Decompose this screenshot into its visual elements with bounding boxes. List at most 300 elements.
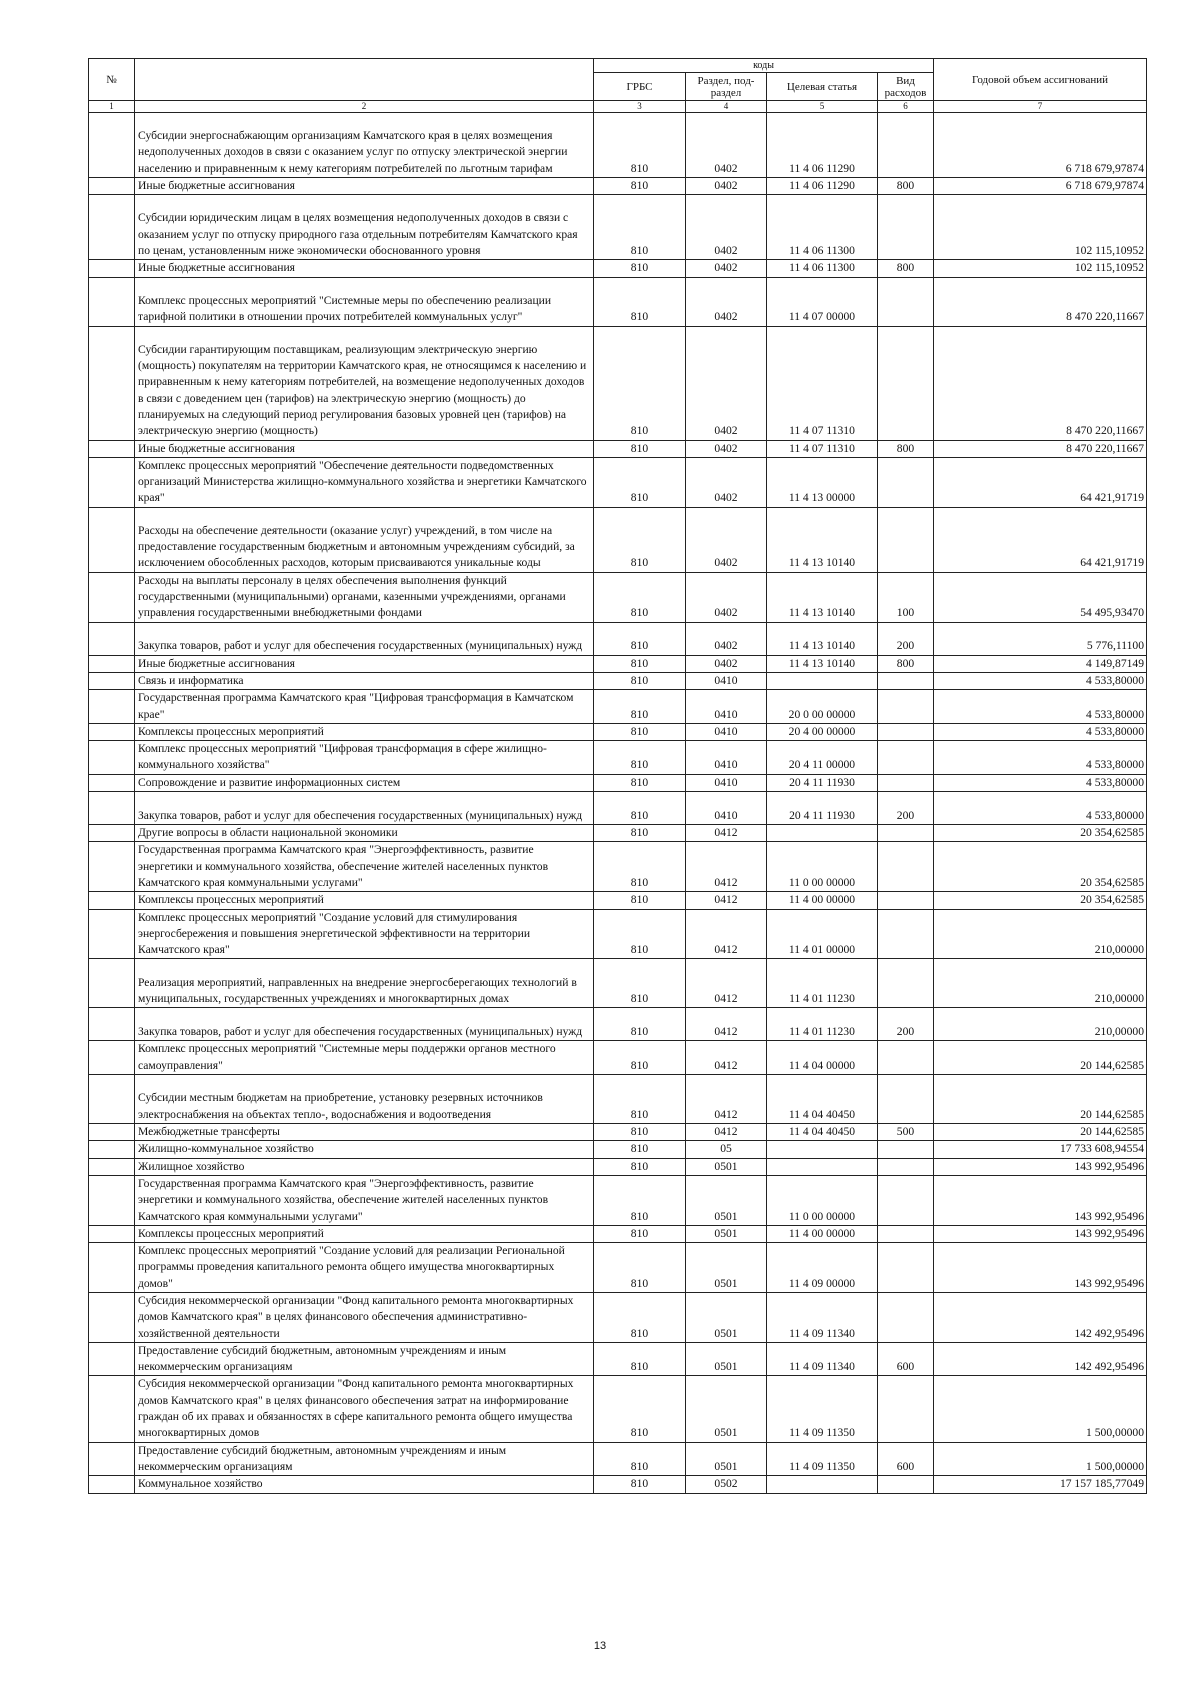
table-row bbox=[89, 1041, 1147, 1075]
name-cell: Субсидии местным бюджетам на приобретение, установку резервных источников электроснабжения на объектах тепло-, водоснабжения и водоотведения bbox=[135, 1075, 594, 1124]
vid-cell bbox=[878, 690, 934, 724]
vid-cell bbox=[878, 892, 934, 909]
tsel-cell: 11 4 01 00000 bbox=[767, 909, 878, 959]
grbs-cell: 810 bbox=[594, 1041, 686, 1075]
num-cell bbox=[89, 909, 135, 959]
table-row bbox=[89, 195, 1147, 260]
sum-cell: 4 533,80000 bbox=[934, 741, 1147, 775]
razdel-cell: 0402 bbox=[686, 507, 767, 572]
sum-cell: 6 718 679,97874 bbox=[934, 113, 1147, 178]
sum-cell: 64 421,91719 bbox=[934, 457, 1147, 507]
budget-table-page bbox=[88, 58, 1146, 1494]
tsel-cell: 11 4 09 11340 bbox=[767, 1342, 878, 1376]
sum-cell: 1 500,00000 bbox=[934, 1376, 1147, 1442]
tsel-cell: 11 4 09 11350 bbox=[767, 1442, 878, 1476]
razdel-cell: 0412 bbox=[686, 842, 767, 892]
sum-cell: 54 495,93470 bbox=[934, 572, 1147, 622]
name-cell: Иные бюджетные ассигнования bbox=[135, 260, 594, 277]
razdel-cell: 0410 bbox=[686, 792, 767, 825]
vid-cell: 200 bbox=[878, 792, 934, 825]
table-row bbox=[89, 774, 1147, 791]
vid-cell bbox=[878, 1376, 934, 1442]
vid-cell bbox=[878, 774, 934, 791]
razdel-cell: 0402 bbox=[686, 277, 767, 326]
table-row bbox=[89, 655, 1147, 672]
num-cell bbox=[89, 1476, 135, 1493]
sum-cell: 20 144,62585 bbox=[934, 1124, 1147, 1141]
razdel-cell: 0402 bbox=[686, 260, 767, 277]
name-cell: Государственная программа Камчатского края "Энергоэффективность, развитие энергетики и коммунального хозяйства, обеспечение жителей населенных пунктов Камчатского края коммунальными услугами" bbox=[135, 842, 594, 892]
num-cell bbox=[89, 672, 135, 689]
vid-cell: 500 bbox=[878, 1124, 934, 1141]
vid-cell bbox=[878, 1175, 934, 1225]
tsel-cell: 11 4 13 10140 bbox=[767, 622, 878, 655]
razdel-cell: 0412 bbox=[686, 1008, 767, 1041]
razdel-cell: 0402 bbox=[686, 195, 767, 260]
colnum: 2 bbox=[135, 101, 594, 113]
vid-cell bbox=[878, 741, 934, 775]
page-number: 13 bbox=[593, 1640, 607, 1652]
grbs-cell: 810 bbox=[594, 1124, 686, 1141]
razdel-cell: 0402 bbox=[686, 113, 767, 178]
razdel-cell: 0501 bbox=[686, 1376, 767, 1442]
grbs-cell: 810 bbox=[594, 178, 686, 195]
sum-cell: 20 354,62585 bbox=[934, 842, 1147, 892]
vid-cell: 800 bbox=[878, 178, 934, 195]
tsel-cell: 11 4 13 00000 bbox=[767, 457, 878, 507]
tsel-cell: 20 4 11 11930 bbox=[767, 792, 878, 825]
table-row bbox=[89, 440, 1147, 457]
tsel-cell: 11 4 01 11230 bbox=[767, 1008, 878, 1041]
col-grbs-header: ГРБС bbox=[594, 73, 686, 101]
razdel-cell: 0402 bbox=[686, 622, 767, 655]
num-cell bbox=[89, 440, 135, 457]
table-row bbox=[89, 1292, 1147, 1342]
colnum: 1 bbox=[89, 101, 135, 113]
name-cell: Иные бюджетные ассигнования bbox=[135, 178, 594, 195]
razdel-cell: 0501 bbox=[686, 1342, 767, 1376]
table-row bbox=[89, 792, 1147, 825]
razdel-cell: 05 bbox=[686, 1141, 767, 1158]
razdel-cell: 0402 bbox=[686, 326, 767, 440]
vid-cell bbox=[878, 113, 934, 178]
name-cell: Предоставление субсидий бюджетным, автономным учреждениям и иным некоммерческим организациям bbox=[135, 1342, 594, 1376]
vid-cell bbox=[878, 672, 934, 689]
sum-cell: 17 157 185,77049 bbox=[934, 1476, 1147, 1493]
razdel-cell: 0402 bbox=[686, 572, 767, 622]
sum-cell: 20 354,62585 bbox=[934, 825, 1147, 842]
sum-cell: 210,00000 bbox=[934, 909, 1147, 959]
tsel-cell bbox=[767, 1141, 878, 1158]
table-row bbox=[89, 1376, 1147, 1442]
razdel-cell: 0501 bbox=[686, 1292, 767, 1342]
table-row bbox=[89, 1225, 1147, 1242]
razdel-cell: 0501 bbox=[686, 1175, 767, 1225]
sum-cell: 20 144,62585 bbox=[934, 1075, 1147, 1124]
table-header bbox=[89, 59, 1147, 113]
num-cell bbox=[89, 741, 135, 775]
razdel-cell: 0501 bbox=[686, 1442, 767, 1476]
razdel-cell: 0412 bbox=[686, 909, 767, 959]
num-cell bbox=[89, 690, 135, 724]
razdel-cell: 0402 bbox=[686, 440, 767, 457]
sum-cell: 17 733 608,94554 bbox=[934, 1141, 1147, 1158]
grbs-cell: 810 bbox=[594, 507, 686, 572]
razdel-cell: 0412 bbox=[686, 1041, 767, 1075]
table-row bbox=[89, 842, 1147, 892]
tsel-cell bbox=[767, 825, 878, 842]
tsel-cell: 20 4 11 11930 bbox=[767, 774, 878, 791]
name-cell: Другие вопросы в области национальной экономики bbox=[135, 825, 594, 842]
table-row bbox=[89, 892, 1147, 909]
grbs-cell: 810 bbox=[594, 326, 686, 440]
grbs-cell: 810 bbox=[594, 1008, 686, 1041]
num-cell bbox=[89, 113, 135, 178]
num-cell bbox=[89, 842, 135, 892]
razdel-cell: 0501 bbox=[686, 1243, 767, 1293]
tsel-cell: 11 4 09 00000 bbox=[767, 1243, 878, 1293]
tsel-cell: 11 4 06 11290 bbox=[767, 113, 878, 178]
table-row bbox=[89, 825, 1147, 842]
razdel-cell: 0402 bbox=[686, 178, 767, 195]
sum-cell: 4 533,80000 bbox=[934, 690, 1147, 724]
sum-cell: 64 421,91719 bbox=[934, 507, 1147, 572]
table-row bbox=[89, 959, 1147, 1008]
name-cell: Жилищное хозяйство bbox=[135, 1158, 594, 1175]
name-cell: Субсидия некоммерческой организации "Фонд капитального ремонта многоквартирных домов Камчатского края" в целях финансового обеспечения административно-хозяйственной деятельности bbox=[135, 1292, 594, 1342]
sum-cell: 20 354,62585 bbox=[934, 892, 1147, 909]
name-cell: Закупка товаров, работ и услуг для обеспечения государственных (муниципальных) нужд bbox=[135, 622, 594, 655]
tsel-cell: 11 4 04 40450 bbox=[767, 1075, 878, 1124]
sum-cell: 8 470 220,11667 bbox=[934, 326, 1147, 440]
name-cell: Закупка товаров, работ и услуг для обеспечения государственных (муниципальных) нужд bbox=[135, 792, 594, 825]
table-row bbox=[89, 1075, 1147, 1124]
grbs-cell: 810 bbox=[594, 825, 686, 842]
name-cell: Расходы на обеспечение деятельности (оказание услуг) учреждений, в том числе на предоставление государственным бюджетным и автономным учреждениям субсидий, за исключением обособленных расходов, которым присваиваются уникальные коды bbox=[135, 507, 594, 572]
sum-cell: 20 144,62585 bbox=[934, 1041, 1147, 1075]
sum-cell: 8 470 220,11667 bbox=[934, 277, 1147, 326]
sum-cell: 102 115,10952 bbox=[934, 195, 1147, 260]
num-cell bbox=[89, 723, 135, 740]
sum-cell: 4 533,80000 bbox=[934, 792, 1147, 825]
table-row bbox=[89, 1476, 1147, 1493]
razdel-cell: 0502 bbox=[686, 1476, 767, 1493]
razdel-cell: 0412 bbox=[686, 825, 767, 842]
vid-cell bbox=[878, 842, 934, 892]
name-cell: Расходы на выплаты персоналу в целях обеспечения выполнения функций государственными (муниципальными) органами, казенными учреждениями, органами управления государственными внебюджетными фондами bbox=[135, 572, 594, 622]
grbs-cell: 810 bbox=[594, 440, 686, 457]
vid-cell bbox=[878, 277, 934, 326]
vid-cell bbox=[878, 1476, 934, 1493]
grbs-cell: 810 bbox=[594, 909, 686, 959]
grbs-cell: 810 bbox=[594, 774, 686, 791]
sum-cell: 4 149,87149 bbox=[934, 655, 1147, 672]
num-cell bbox=[89, 622, 135, 655]
razdel-cell: 0412 bbox=[686, 1075, 767, 1124]
name-cell: Комплексы процессных мероприятий bbox=[135, 1225, 594, 1242]
table-row bbox=[89, 113, 1147, 178]
tsel-cell bbox=[767, 1158, 878, 1175]
colnum: 7 bbox=[934, 101, 1147, 113]
tsel-cell: 11 4 13 10140 bbox=[767, 572, 878, 622]
vid-cell bbox=[878, 959, 934, 1008]
grbs-cell: 810 bbox=[594, 1292, 686, 1342]
vid-cell bbox=[878, 195, 934, 260]
razdel-cell: 0412 bbox=[686, 959, 767, 1008]
sum-cell: 142 492,95496 bbox=[934, 1292, 1147, 1342]
razdel-cell: 0410 bbox=[686, 723, 767, 740]
name-cell: Субсидии гарантирующим поставщикам, реализующим электрическую энергию (мощность) покупателям на территории Камчатского края, не относящимся к населению и приравненным к нему категориям потребителей, на возмещение недополученных доходов в связи с доведением цен (тарифов) на электрическую энергию (мощность) до планируемых на следующий период регулирования базовых уровней цен (тарифов) на электрическую энергию (мощность) bbox=[135, 326, 594, 440]
table-row bbox=[89, 1124, 1147, 1141]
name-cell: Коммунальное хозяйство bbox=[135, 1476, 594, 1493]
vid-cell: 800 bbox=[878, 440, 934, 457]
name-cell: Реализация мероприятий, направленных на внедрение энергосберегающих технологий в муниципальных, государственных учреждениях и многоквартирных домах bbox=[135, 959, 594, 1008]
name-cell: Закупка товаров, работ и услуг для обеспечения государственных (муниципальных) нужд bbox=[135, 1008, 594, 1041]
tsel-cell: 11 4 04 40450 bbox=[767, 1124, 878, 1141]
col-vid-header: Вид расходов bbox=[878, 73, 934, 101]
name-cell: Государственная программа Камчатского края "Энергоэффективность, развитие энергетики и коммунального хозяйства, обеспечение жителей населенных пунктов Камчатского края коммунальными услугами" bbox=[135, 1175, 594, 1225]
colnum: 4 bbox=[686, 101, 767, 113]
grbs-cell: 810 bbox=[594, 1225, 686, 1242]
table-row bbox=[89, 572, 1147, 622]
num-cell bbox=[89, 774, 135, 791]
table-row bbox=[89, 909, 1147, 959]
name-cell: Субсидии энергоснабжающим организациям Камчатского края в целях возмещения недополученных доходов в связи с оказанием услуг по отпуску электрической энергии населению и приравненным к нему категориям потребителей по льготным тарифам bbox=[135, 113, 594, 178]
table-row bbox=[89, 741, 1147, 775]
razdel-cell: 0412 bbox=[686, 892, 767, 909]
grbs-cell: 810 bbox=[594, 1075, 686, 1124]
grbs-cell: 810 bbox=[594, 892, 686, 909]
grbs-cell: 810 bbox=[594, 572, 686, 622]
num-cell bbox=[89, 1041, 135, 1075]
grbs-cell: 810 bbox=[594, 1476, 686, 1493]
table-row bbox=[89, 260, 1147, 277]
num-cell bbox=[89, 1158, 135, 1175]
sum-cell: 143 992,95496 bbox=[934, 1225, 1147, 1242]
grbs-cell: 810 bbox=[594, 1376, 686, 1442]
grbs-cell: 810 bbox=[594, 1141, 686, 1158]
vid-cell bbox=[878, 326, 934, 440]
codes-header: коды bbox=[594, 59, 934, 73]
grbs-cell: 810 bbox=[594, 457, 686, 507]
sum-cell: 102 115,10952 bbox=[934, 260, 1147, 277]
num-cell bbox=[89, 1141, 135, 1158]
name-cell: Комплекс процессных мероприятий "Цифровая трансформация в сфере жилищно-коммунального хозяйства" bbox=[135, 741, 594, 775]
num-cell bbox=[89, 1175, 135, 1225]
grbs-cell: 810 bbox=[594, 622, 686, 655]
tsel-cell: 11 4 00 00000 bbox=[767, 1225, 878, 1242]
vid-cell bbox=[878, 909, 934, 959]
num-cell bbox=[89, 572, 135, 622]
num-cell bbox=[89, 1075, 135, 1124]
tsel-cell: 11 4 13 10140 bbox=[767, 655, 878, 672]
tsel-cell: 11 4 01 11230 bbox=[767, 959, 878, 1008]
tsel-cell: 11 4 09 11340 bbox=[767, 1292, 878, 1342]
tsel-cell: 11 4 07 00000 bbox=[767, 277, 878, 326]
vid-cell: 200 bbox=[878, 622, 934, 655]
tsel-cell: 11 0 00 00000 bbox=[767, 842, 878, 892]
tsel-cell: 20 4 11 00000 bbox=[767, 741, 878, 775]
name-cell: Комплекс процессных мероприятий "Системные меры поддержки органов местного самоуправления" bbox=[135, 1041, 594, 1075]
name-cell: Связь и информатика bbox=[135, 672, 594, 689]
num-cell bbox=[89, 1342, 135, 1376]
vid-cell: 600 bbox=[878, 1342, 934, 1376]
sum-cell: 210,00000 bbox=[934, 1008, 1147, 1041]
vid-cell: 100 bbox=[878, 572, 934, 622]
grbs-cell: 810 bbox=[594, 195, 686, 260]
table-row bbox=[89, 326, 1147, 440]
name-cell: Межбюджетные трансферты bbox=[135, 1124, 594, 1141]
name-cell: Государственная программа Камчатского края "Цифровая трансформация в Камчатском крае" bbox=[135, 690, 594, 724]
vid-cell: 800 bbox=[878, 655, 934, 672]
tsel-cell bbox=[767, 672, 878, 689]
vid-cell: 800 bbox=[878, 260, 934, 277]
name-cell: Жилищно-коммунальное хозяйство bbox=[135, 1141, 594, 1158]
sum-cell: 210,00000 bbox=[934, 959, 1147, 1008]
razdel-cell: 0501 bbox=[686, 1158, 767, 1175]
vid-cell bbox=[878, 1075, 934, 1124]
col-razdel-header: Раздел, под-раздел bbox=[686, 73, 767, 101]
tsel-cell: 11 4 09 11350 bbox=[767, 1376, 878, 1442]
colnum: 6 bbox=[878, 101, 934, 113]
vid-cell bbox=[878, 723, 934, 740]
col-objem-header: Годовой объем ассигнований bbox=[934, 59, 1147, 101]
grbs-cell: 810 bbox=[594, 672, 686, 689]
num-cell bbox=[89, 507, 135, 572]
tsel-cell: 11 4 06 11290 bbox=[767, 178, 878, 195]
name-cell: Субсидия некоммерческой организации "Фонд капитального ремонта многоквартирных домов Камчатского края" в целях финансового обеспечения затрат на информирование граждан об их правах и обязанностях в сфере капитального ремонта общего имущества многоквартирных домов bbox=[135, 1376, 594, 1442]
tsel-cell: 11 4 00 00000 bbox=[767, 892, 878, 909]
vid-cell: 200 bbox=[878, 1008, 934, 1041]
num-cell bbox=[89, 195, 135, 260]
table-row bbox=[89, 1342, 1147, 1376]
table-row bbox=[89, 690, 1147, 724]
sum-cell: 143 992,95496 bbox=[934, 1175, 1147, 1225]
num-cell bbox=[89, 1243, 135, 1293]
budget-table bbox=[88, 58, 1147, 1494]
num-cell bbox=[89, 178, 135, 195]
name-cell: Иные бюджетные ассигнования bbox=[135, 440, 594, 457]
vid-cell bbox=[878, 825, 934, 842]
num-cell bbox=[89, 326, 135, 440]
sum-cell: 6 718 679,97874 bbox=[934, 178, 1147, 195]
colnum: 5 bbox=[767, 101, 878, 113]
sum-cell: 4 533,80000 bbox=[934, 672, 1147, 689]
table-row bbox=[89, 1008, 1147, 1041]
num-cell bbox=[89, 1292, 135, 1342]
colnum: 3 bbox=[594, 101, 686, 113]
table-body bbox=[89, 113, 1147, 1494]
tsel-cell: 11 4 04 00000 bbox=[767, 1041, 878, 1075]
sum-cell: 143 992,95496 bbox=[934, 1158, 1147, 1175]
name-cell: Сопровождение и развитие информационных систем bbox=[135, 774, 594, 791]
vid-cell bbox=[878, 1243, 934, 1293]
vid-cell bbox=[878, 457, 934, 507]
grbs-cell: 810 bbox=[594, 655, 686, 672]
grbs-cell: 810 bbox=[594, 842, 686, 892]
grbs-cell: 810 bbox=[594, 723, 686, 740]
name-cell: Комплекс процессных мероприятий "Создание условий для реализации Региональной программы проведения капитального ремонта общего имущества многоквартирных домов" bbox=[135, 1243, 594, 1293]
tsel-cell: 11 4 07 11310 bbox=[767, 326, 878, 440]
tsel-cell: 11 0 00 00000 bbox=[767, 1175, 878, 1225]
table-row bbox=[89, 672, 1147, 689]
num-cell bbox=[89, 277, 135, 326]
razdel-cell: 0410 bbox=[686, 672, 767, 689]
grbs-cell: 810 bbox=[594, 277, 686, 326]
name-cell: Субсидии юридическим лицам в целях возмещения недополученных доходов в связи с оказанием услуг по отпуску природного газа отдельным потребителям Камчатского края по ценам, установленным ниже экономически обоснованного уровня bbox=[135, 195, 594, 260]
vid-cell bbox=[878, 1158, 934, 1175]
table-row bbox=[89, 622, 1147, 655]
num-cell bbox=[89, 792, 135, 825]
table-row bbox=[89, 178, 1147, 195]
sum-cell: 5 776,11100 bbox=[934, 622, 1147, 655]
tsel-cell: 11 4 13 10140 bbox=[767, 507, 878, 572]
column-numbers-row bbox=[89, 101, 1147, 113]
sum-cell: 142 492,95496 bbox=[934, 1342, 1147, 1376]
name-cell: Комплекс процессных мероприятий "Создание условий для стимулирования энергосбережения и повышения энергетической эффективности на территории Камчатского края" bbox=[135, 909, 594, 959]
vid-cell bbox=[878, 1292, 934, 1342]
num-cell bbox=[89, 655, 135, 672]
table-row bbox=[89, 1243, 1147, 1293]
vid-cell: 600 bbox=[878, 1442, 934, 1476]
sum-cell: 4 533,80000 bbox=[934, 723, 1147, 740]
table-row bbox=[89, 277, 1147, 326]
grbs-cell: 810 bbox=[594, 1442, 686, 1476]
razdel-cell: 0402 bbox=[686, 655, 767, 672]
name-cell: Иные бюджетные ассигнования bbox=[135, 655, 594, 672]
table-row bbox=[89, 1158, 1147, 1175]
num-cell bbox=[89, 959, 135, 1008]
name-cell: Комплекс процессных мероприятий "Системные меры по обеспечению реализации тарифной политики в отношении прочих потребителей коммунальных услуг" bbox=[135, 277, 594, 326]
num-cell bbox=[89, 892, 135, 909]
razdel-cell: 0402 bbox=[686, 457, 767, 507]
razdel-cell: 0501 bbox=[686, 1225, 767, 1242]
num-cell bbox=[89, 1008, 135, 1041]
grbs-cell: 810 bbox=[594, 1243, 686, 1293]
tsel-cell: 20 0 00 00000 bbox=[767, 690, 878, 724]
razdel-cell: 0410 bbox=[686, 774, 767, 791]
vid-cell bbox=[878, 1225, 934, 1242]
sum-cell: 4 533,80000 bbox=[934, 774, 1147, 791]
vid-cell bbox=[878, 1041, 934, 1075]
vid-cell bbox=[878, 507, 934, 572]
grbs-cell: 810 bbox=[594, 1342, 686, 1376]
table-row bbox=[89, 457, 1147, 507]
grbs-cell: 810 bbox=[594, 741, 686, 775]
num-cell bbox=[89, 825, 135, 842]
name-cell: Предоставление субсидий бюджетным, автономным учреждениям и иным некоммерческим организациям bbox=[135, 1442, 594, 1476]
grbs-cell: 810 bbox=[594, 792, 686, 825]
razdel-cell: 0410 bbox=[686, 690, 767, 724]
grbs-cell: 810 bbox=[594, 959, 686, 1008]
name-cell: Комплексы процессных мероприятий bbox=[135, 892, 594, 909]
grbs-cell: 810 bbox=[594, 690, 686, 724]
grbs-cell: 810 bbox=[594, 260, 686, 277]
grbs-cell: 810 bbox=[594, 1158, 686, 1175]
num-cell bbox=[89, 457, 135, 507]
col-tsel-header: Целевая статья bbox=[767, 73, 878, 101]
sum-cell: 1 500,00000 bbox=[934, 1442, 1147, 1476]
col-num-header: № bbox=[89, 59, 135, 101]
name-cell: Комплекс процессных мероприятий "Обеспечение деятельности подведомственных организаций Министерства жилищно-коммунального хозяйства и энергетики Камчатского края" bbox=[135, 457, 594, 507]
table-row bbox=[89, 723, 1147, 740]
grbs-cell: 810 bbox=[594, 1175, 686, 1225]
grbs-cell: 810 bbox=[594, 113, 686, 178]
tsel-cell: 20 4 00 00000 bbox=[767, 723, 878, 740]
razdel-cell: 0412 bbox=[686, 1124, 767, 1141]
table-row bbox=[89, 507, 1147, 572]
sum-cell: 143 992,95496 bbox=[934, 1243, 1147, 1293]
